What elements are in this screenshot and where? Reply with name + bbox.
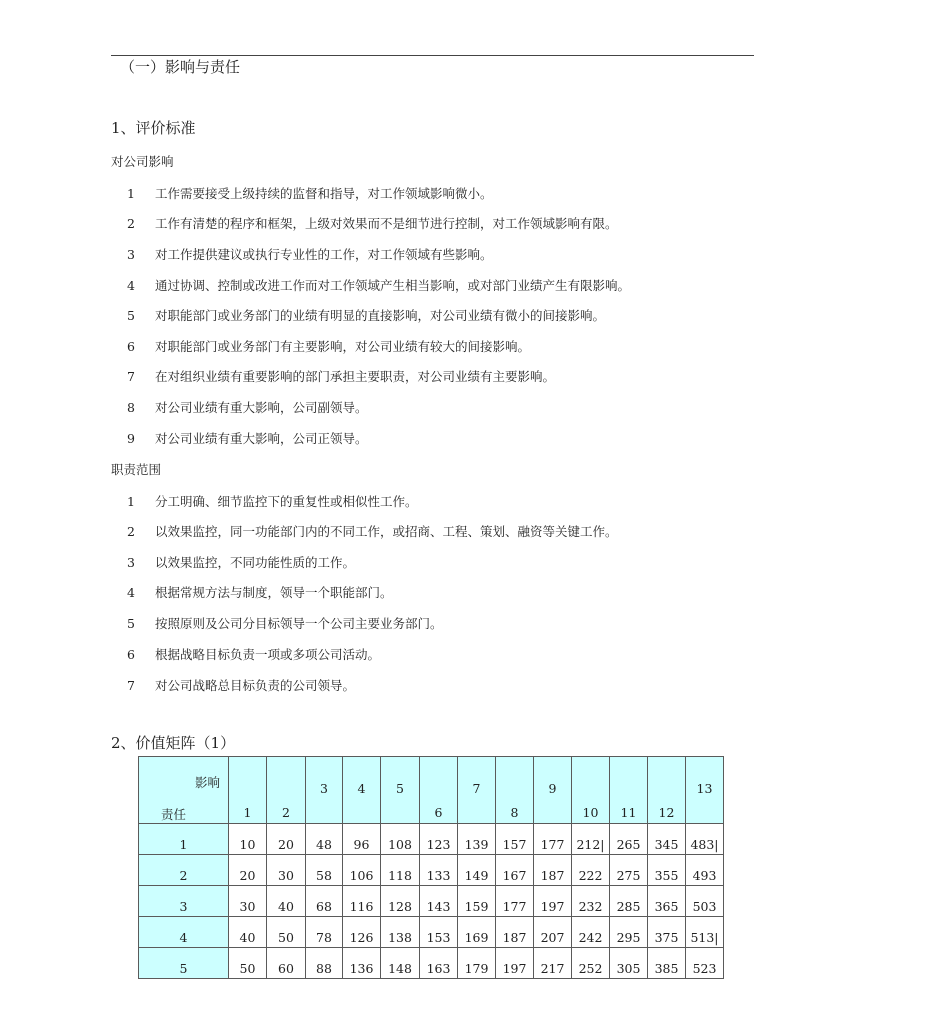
scope-item: [127, 615, 443, 633]
matrix-cell: [381, 855, 420, 886]
item-text: 对公司业绩有重大影响，公司副领导。: [155, 400, 368, 415]
matrix-cell-value: 169: [464, 930, 489, 945]
matrix-cell-value: 385: [654, 961, 679, 976]
item-number: 6: [127, 339, 135, 354]
impact-label: 对公司影响: [111, 154, 174, 169]
item-text: 根据常规方法与制度，领导一个职能部门。: [155, 585, 393, 600]
matrix-cell-value: 375: [654, 930, 679, 945]
matrix-cell: [572, 824, 610, 855]
matrix-cell-value: 40: [278, 899, 294, 914]
item-text: 分工明确、细节监控下的重复性或相似性工作。: [155, 494, 418, 509]
matrix-cell: [572, 855, 610, 886]
matrix-cell-value: 159: [464, 899, 489, 914]
matrix-cell-value: 50: [278, 930, 294, 945]
column-header: [610, 757, 648, 824]
matrix-cell-value: 40: [239, 930, 256, 945]
matrix-cell: [267, 855, 306, 886]
matrix-cell-value: 232: [578, 899, 603, 914]
matrix-cell: [420, 948, 458, 979]
matrix-cell-value: 513|: [690, 930, 719, 945]
matrix-cell-value: 60: [278, 961, 294, 976]
item-number: 5: [127, 616, 135, 631]
column-header: [381, 757, 420, 824]
matrix-cell: [572, 917, 610, 948]
matrix-cell-value: 20: [278, 837, 294, 852]
matrix-row: [139, 948, 724, 979]
item-text: 以效果监控，同一功能部门内的不同工作，或招商、工程、策划、融资等关键工作。: [155, 524, 618, 539]
matrix-cell-value: 48: [316, 837, 332, 852]
item-number: 7: [127, 678, 135, 693]
column-header-label: 9: [548, 781, 557, 796]
impact-item: [127, 338, 530, 356]
matrix-cell: [534, 948, 572, 979]
matrix-row: [139, 917, 724, 948]
matrix-cell-value: 252: [578, 961, 603, 976]
matrix-cell-value: 177: [502, 899, 527, 914]
matrix-cell-value: 275: [616, 868, 641, 883]
matrix-cell: [267, 948, 306, 979]
matrix-cell: [496, 948, 534, 979]
matrix-cell-value: 30: [239, 899, 256, 914]
row-header: [139, 824, 229, 855]
matrix-cell: [572, 886, 610, 917]
matrix-cell-value: 148: [388, 961, 412, 976]
top-rule: [111, 55, 754, 56]
matrix-cell: [458, 824, 496, 855]
matrix-cell: [420, 824, 458, 855]
criteria-heading: 1、评价标准: [111, 119, 196, 137]
matrix-cell-value: 295: [616, 930, 641, 945]
matrix-body: [139, 824, 724, 979]
row-header-label: 2: [179, 868, 188, 883]
column-header: [686, 757, 724, 824]
matrix-cell: [458, 948, 496, 979]
column-header: [420, 757, 458, 824]
matrix-cell: [496, 824, 534, 855]
item-number: 9: [127, 431, 135, 446]
column-header-label: 5: [396, 781, 404, 796]
item-number: 2: [127, 216, 135, 231]
row-header: [139, 917, 229, 948]
matrix-cell: [534, 917, 572, 948]
matrix-cell-value: 305: [616, 961, 641, 976]
matrix-cell-value: 123: [426, 837, 451, 852]
matrix-cell: [496, 917, 534, 948]
item-number: 4: [127, 585, 135, 600]
matrix-cell-value: 179: [464, 961, 489, 976]
impact-item: [127, 430, 368, 448]
matrix-cell: [343, 824, 381, 855]
impact-item: [127, 277, 630, 295]
item-text: 通过协调、控制或改进工作而对工作领域产生相当影响，或对部门业绩产生有限影响。: [155, 278, 631, 293]
matrix-cell: [420, 886, 458, 917]
row-header-label: 1: [179, 837, 188, 852]
matrix-row: [139, 886, 724, 917]
scope-item: [127, 554, 355, 572]
impact-item: [127, 368, 555, 386]
row-header-label: 3: [179, 899, 188, 914]
matrix-cell-value: 212|: [576, 837, 605, 852]
matrix-cell: [648, 948, 686, 979]
scope-item: [127, 584, 393, 602]
matrix-cell: [648, 855, 686, 886]
item-text: 对职能部门或业务部门的业绩有明显的直接影响，对公司业绩有微小的间接影响。: [155, 308, 606, 323]
row-header-label: 5: [179, 961, 188, 976]
matrix-cell: [420, 917, 458, 948]
matrix-cell-value: 285: [616, 899, 641, 914]
column-header-label: 11: [620, 805, 637, 820]
matrix-cell-value: 177: [540, 837, 565, 852]
matrix-cell: [343, 948, 381, 979]
section-title: （一）影响与责任: [120, 58, 241, 76]
matrix-cell-value: 187: [540, 868, 565, 883]
column-header-label: 3: [320, 781, 328, 796]
matrix-cell-value: 116: [349, 899, 374, 914]
matrix-cell-value: 483|: [690, 837, 719, 852]
matrix-cell-value: 10: [239, 837, 256, 852]
matrix-cell: [381, 948, 420, 979]
item-number: 2: [127, 524, 135, 539]
matrix-cell: [229, 886, 267, 917]
item-number: 1: [127, 494, 135, 509]
column-header: [534, 757, 572, 824]
matrix-cell: [267, 886, 306, 917]
matrix-cell: [229, 948, 267, 979]
matrix-cell: [496, 855, 534, 886]
item-number: 4: [127, 278, 135, 293]
item-number: 3: [127, 247, 135, 262]
matrix-cell: [610, 948, 648, 979]
matrix-cell: [458, 855, 496, 886]
item-text: 以效果监控，不同功能性质的工作。: [155, 555, 356, 570]
item-text: 工作有清楚的程序和框架，上级对效果而不是细节进行控制，对工作领域影响有限。: [155, 216, 618, 231]
column-header: [648, 757, 686, 824]
item-number: 1: [127, 186, 135, 201]
matrix-cell: [267, 824, 306, 855]
row-header: [139, 855, 229, 886]
matrix-cell: [229, 917, 267, 948]
impact-item: [127, 399, 368, 417]
column-header: [267, 757, 306, 824]
column-header: [229, 757, 267, 824]
matrix-cell-value: 96: [353, 837, 370, 852]
matrix-cell-value: 197: [502, 961, 527, 976]
matrix-cell-value: 118: [388, 868, 412, 883]
item-text: 按照原则及公司分目标领导一个公司主要业务部门。: [155, 616, 443, 631]
column-header-label: 8: [510, 805, 519, 820]
item-text: 对公司战略总目标负责的公司领导。: [155, 678, 356, 693]
matrix-cell-value: 58: [316, 868, 332, 883]
column-header-label: 12: [658, 805, 675, 820]
scope-label: 职责范围: [111, 462, 162, 477]
scope-item: [127, 523, 618, 541]
item-text: 根据战略目标负责一项或多项公司活动。: [155, 647, 381, 662]
matrix-cell: [496, 886, 534, 917]
matrix-cell-value: 265: [616, 837, 641, 852]
matrix-cell: [381, 886, 420, 917]
matrix-cell: [343, 917, 381, 948]
matrix-cell-value: 106: [349, 868, 374, 883]
item-text: 工作需要接受上级持续的监督和指导，对工作领域影响微小。: [155, 186, 493, 201]
matrix-cell: [686, 917, 724, 948]
matrix-cell: [343, 855, 381, 886]
column-header: [343, 757, 381, 824]
matrix-cell: [306, 886, 343, 917]
matrix-cell-value: 197: [540, 899, 565, 914]
matrix-cell: [343, 886, 381, 917]
matrix-cell-value: 68: [316, 899, 332, 914]
matrix-cell-value: 139: [464, 837, 489, 852]
matrix-cell-value: 136: [349, 961, 374, 976]
matrix-cell-value: 78: [316, 930, 332, 945]
matrix-cell: [534, 855, 572, 886]
impact-item: [127, 215, 618, 233]
matrix-cell-value: 222: [578, 868, 603, 883]
column-header-label: 1: [243, 805, 252, 820]
matrix-cell-value: 207: [540, 930, 565, 945]
value-matrix-table: [138, 756, 724, 979]
corner-impact-label: 影响: [195, 775, 221, 790]
item-text: 对公司业绩有重大影响，公司正领导。: [155, 431, 368, 446]
matrix-cell-value: 523: [692, 961, 717, 976]
scope-item: [127, 646, 380, 664]
matrix-cell-value: 138: [388, 930, 412, 945]
matrix-header-row: [139, 757, 724, 824]
matrix-cell-value: 493: [692, 868, 717, 883]
matrix-cell: [420, 855, 458, 886]
matrix-cell: [610, 886, 648, 917]
corner-responsibility-label: 责任: [161, 807, 187, 822]
matrix-row: [139, 855, 724, 886]
matrix-cell-value: 355: [654, 868, 679, 883]
matrix-cell: [534, 886, 572, 917]
matrix-cell-value: 88: [316, 961, 332, 976]
column-header: [458, 757, 496, 824]
column-header: [572, 757, 610, 824]
column-header: [306, 757, 343, 824]
matrix-cell: [534, 824, 572, 855]
item-text: 对工作提供建议或执行专业性的工作，对工作领域有些影响。: [155, 247, 493, 262]
item-text: 对职能部门或业务部门有主要影响，对公司业绩有较大的间接影响。: [155, 339, 531, 354]
matrix-cell: [458, 886, 496, 917]
matrix-cell-value: 50: [239, 961, 256, 976]
matrix-cell-value: 30: [278, 868, 294, 883]
matrix-corner-cell: [139, 757, 229, 824]
matrix-cell-value: 108: [388, 837, 412, 852]
matrix-cell-value: 149: [464, 868, 489, 883]
impact-item: [127, 246, 493, 264]
column-header-label: 13: [696, 781, 713, 796]
column-header-label: 4: [357, 781, 366, 796]
matrix-cell-value: 153: [426, 930, 451, 945]
matrix-cell-value: 365: [654, 899, 679, 914]
matrix-cell-value: 20: [239, 868, 256, 883]
matrix-cell: [648, 917, 686, 948]
matrix-cell: [686, 824, 724, 855]
matrix-cell: [686, 948, 724, 979]
matrix-cell: [306, 855, 343, 886]
matrix-cell: [686, 886, 724, 917]
matrix-cell: [648, 824, 686, 855]
matrix-cell: [458, 917, 496, 948]
matrix-cell: [610, 824, 648, 855]
item-number: 5: [127, 308, 135, 323]
matrix-cell-value: 167: [502, 868, 527, 883]
column-header-label: 7: [472, 781, 481, 796]
matrix-cell: [610, 855, 648, 886]
matrix-cell-value: 242: [578, 930, 603, 945]
column-header-label: 2: [282, 805, 290, 820]
item-number: 6: [127, 647, 135, 662]
matrix-cell: [306, 948, 343, 979]
matrix-cell: [306, 824, 343, 855]
matrix-cell: [610, 917, 648, 948]
matrix-cell-value: 503: [692, 899, 717, 914]
matrix-cell: [648, 886, 686, 917]
matrix-cell-value: 133: [426, 868, 451, 883]
column-header-label: 6: [434, 805, 443, 820]
item-number: 8: [127, 400, 135, 415]
impact-item: [127, 307, 605, 325]
matrix-cell-value: 143: [426, 899, 451, 914]
matrix-cell-value: 163: [426, 961, 451, 976]
column-header: [496, 757, 534, 824]
impact-item: [127, 185, 493, 203]
row-header: [139, 886, 229, 917]
row-header-label: 4: [179, 930, 188, 945]
item-number: 3: [127, 555, 135, 570]
matrix-cell-value: 128: [388, 899, 412, 914]
matrix-cell: [572, 948, 610, 979]
matrix-cell-value: 126: [349, 930, 374, 945]
matrix-cell: [306, 917, 343, 948]
matrix-cell: [267, 917, 306, 948]
matrix-heading: 2、价值矩阵（1）: [111, 734, 236, 752]
matrix-cell: [381, 917, 420, 948]
matrix-cell-value: 345: [654, 837, 679, 852]
matrix-cell: [686, 855, 724, 886]
row-header: [139, 948, 229, 979]
matrix-cell-value: 217: [540, 961, 565, 976]
matrix-cell: [229, 855, 267, 886]
matrix-row: [139, 824, 724, 855]
column-header-label: 10: [582, 805, 599, 820]
matrix-cell: [229, 824, 267, 855]
matrix-cell-value: 187: [502, 930, 527, 945]
scope-item: [127, 493, 418, 511]
matrix-cell-value: 157: [502, 837, 527, 852]
scope-item: [127, 677, 355, 695]
matrix-cell: [381, 824, 420, 855]
item-text: 在对组织业绩有重要影响的部门承担主要职责，对公司业绩有主要影响。: [155, 369, 556, 384]
item-number: 7: [127, 369, 135, 384]
